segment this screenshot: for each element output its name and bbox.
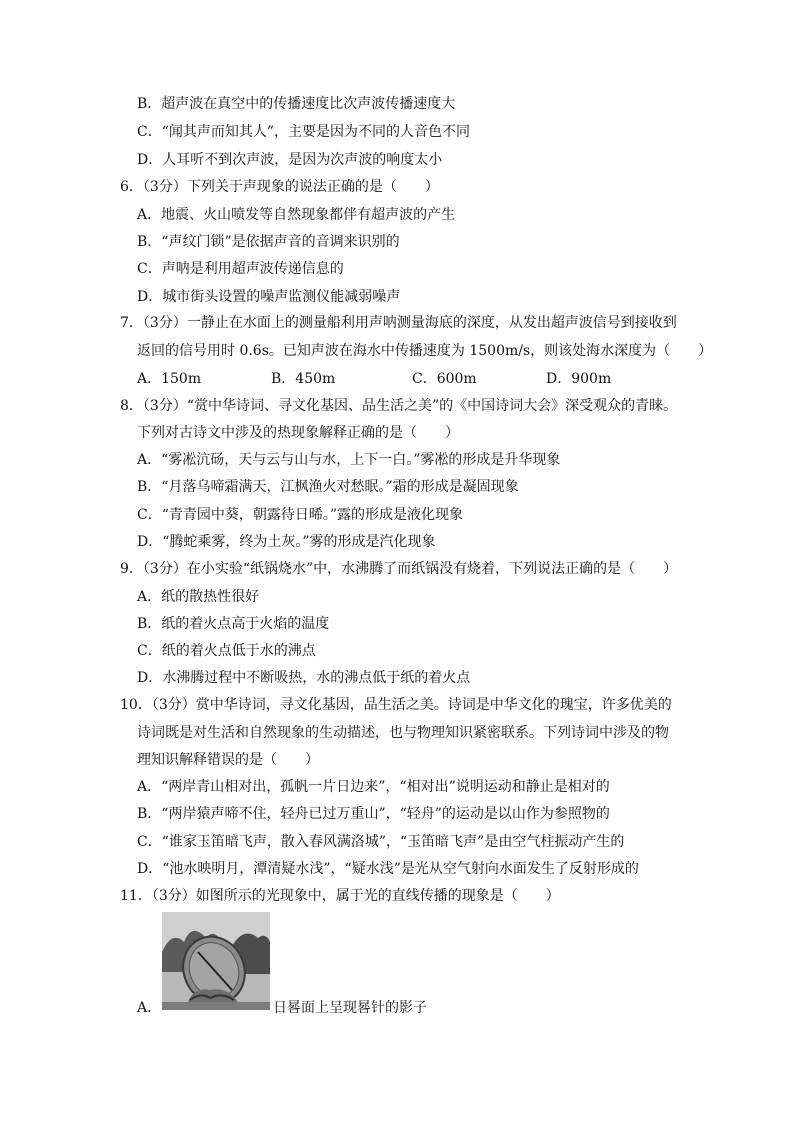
q10-option-c: C．“谁家玉笛暗飞声，散入春风满洛城”，“玉笛暗飞声”是由空气柱振动产生的 [137, 834, 625, 850]
q9-option-d: D．水沸腾过程中不断吸热，水的沸点低于纸的着火点 [137, 670, 471, 686]
q8-stem-line2: 下列对古诗文中涉及的热现象解释正确的是（ ） [137, 425, 459, 441]
sundial-image [162, 912, 270, 1010]
q8-option-c: C．“青青园中葵，朝露待日晞。”露的形成是液化现象 [137, 507, 464, 523]
q9-option-c: C．纸的着火点低于水的沸点 [137, 643, 316, 659]
q9-stem: 9．（3分）在小实验“纸锅烧水”中，水沸腾了而纸锅没有烧着，下列说法正确的是（ ） [120, 561, 678, 577]
q7-option-c: C．600m [412, 371, 477, 387]
q7-stem-line2: 返回的信号用时 0.6s。已知声波在海水中传播速度为 1500m/s，则该处海水深度为（ ） [137, 343, 713, 359]
q6-stem: 6．（3分）下列关于声现象的说法正确的是（ ） [120, 179, 439, 195]
q10-option-d: D．“池水映明月，潭清疑水浅”，“疑水浅”是光从空气射向水面发生了反射形成的 [137, 861, 639, 877]
q11-stem: 11．（3分）如图所示的光现象中，属于光的直线传播的现象是（ ） [120, 888, 560, 904]
q10-stem-line3: 理知识解释错误的是（ ） [137, 752, 319, 768]
q5-option-d: D．人耳听不到次声波，是因为次声波的响度太小 [137, 152, 443, 168]
q7-option-b: B．450m [271, 371, 336, 387]
q7-stem-line1: 7．（3分）一静止在水面上的测量船利用声呐测量海底的深度，从发出超声波信号到接收到 [120, 315, 677, 331]
q11-option-a-label: A． [137, 1000, 162, 1016]
q7-option-a: A．150m [137, 371, 202, 387]
q5-option-c: C．“闻其声而知其人”，主要是因为不同的人音色不同 [137, 124, 471, 140]
q8-option-a: A．“雾凇沆砀，天与云与山与水，上下一白。”雾凇的形成是升华现象 [137, 452, 561, 468]
q11-option-a-caption: 日晷面上呈现晷针的影子 [273, 1000, 427, 1016]
q10-option-b: B．“两岸猿声啼不住，轻舟已过万重山”，“轻舟”的运动是以山作为参照物的 [137, 806, 610, 822]
q6-option-b: B．“声纹门锁”是依据声音的音调来识别的 [137, 234, 400, 250]
q6-option-c: C．声呐是利用超声波传递信息的 [137, 261, 344, 277]
q6-option-d: D．城市街头设置的噪声监测仪能减弱噪声 [137, 289, 401, 305]
q8-option-b: B．“月落乌啼霜满天，江枫渔火对愁眠。”霜的形成是凝固现象 [137, 479, 519, 495]
q10-stem-line2: 诗词既是对生活和自然现象的生动描述，也与物理知识紧密联系。下列诗词中涉及的物 [137, 725, 669, 741]
q9-option-a: A．纸的散热性很好 [137, 589, 260, 605]
q8-stem-line1: 8．（3分）“赏中华诗词、寻文化基因、品生活之美”的《中国诗词大会》深受观众的青睐。 [120, 398, 678, 414]
q9-option-b: B．纸的着火点高于火焰的温度 [137, 616, 330, 632]
q6-option-a: A．地震、火山喷发等自然现象都伴有超声波的产生 [137, 207, 456, 223]
q5-option-b: B．超声波在真空中的传播速度比次声波传播速度大 [137, 96, 456, 112]
q7-option-d: D．900m [546, 371, 612, 387]
sundial-photo [162, 912, 270, 1010]
q10-option-a: A．“两岸青山相对出，孤帆一片日边来”，“相对出”说明运动和静止是相对的 [137, 779, 610, 795]
q8-option-d: D．“腾蛇乘雾，终为土灰。”雾的形成是汽化现象 [137, 534, 436, 550]
q10-stem-line1: 10．（3分）赏中华诗词，寻文化基因，品生活之美。诗词是中华文化的瑰宝，许多优美的 [120, 697, 672, 713]
